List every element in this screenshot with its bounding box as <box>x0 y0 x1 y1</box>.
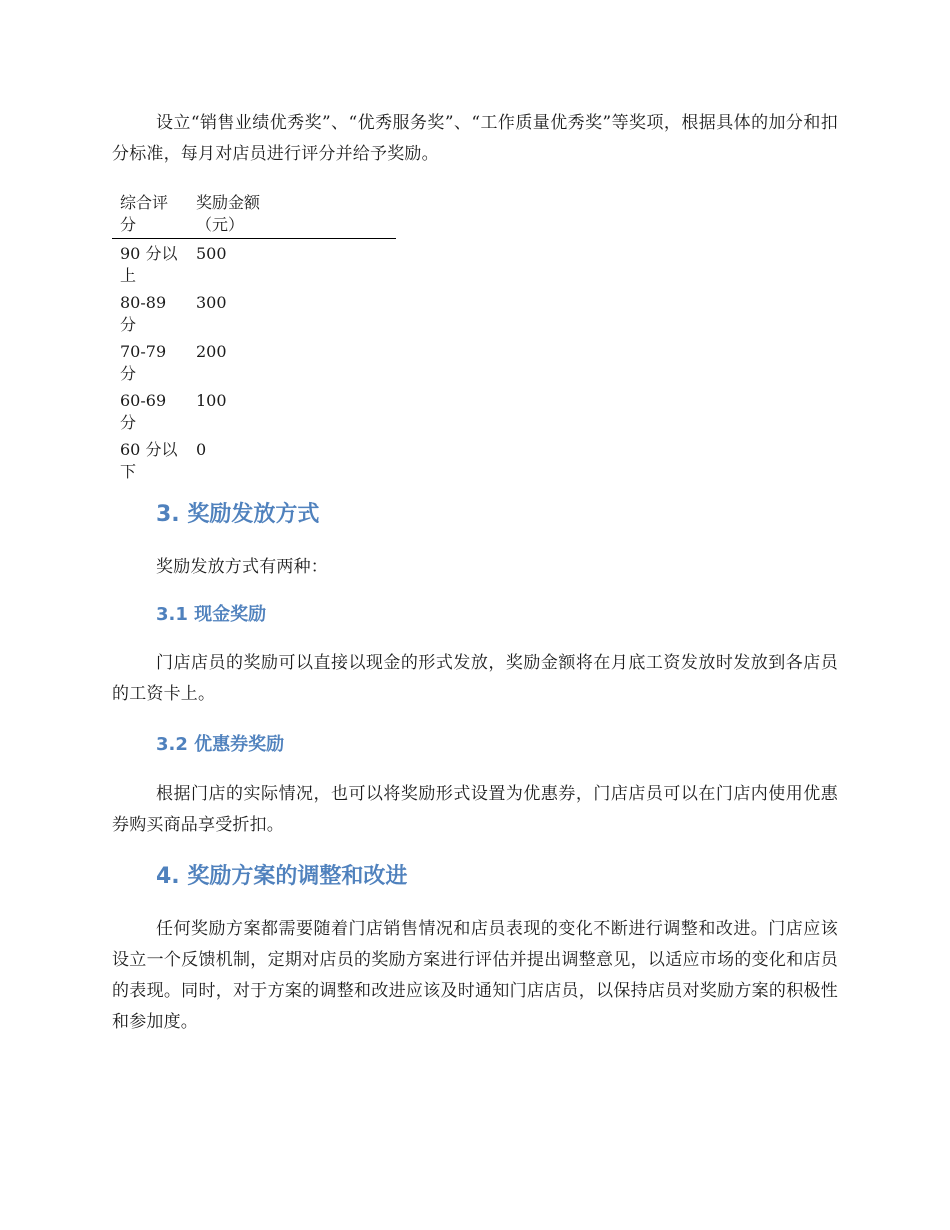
section3-2-text: 根据门店的实际情况，也可以将奖励形式设置为优惠券，门店店员可以在门店内使用优惠券购买商品享受折扣。 <box>112 784 838 835</box>
cell-score: 70-79 分 <box>120 342 167 383</box>
cell-score: 60 分以下 <box>120 440 178 481</box>
table-row <box>112 239 396 289</box>
table-row <box>112 435 396 484</box>
section3-1-heading: 3.1 现金奖励 <box>156 604 267 625</box>
section4-heading: 4. 奖励方案的调整和改进 <box>156 864 408 889</box>
table-header-row <box>112 192 396 239</box>
cell-amount: 100 <box>196 391 227 410</box>
reward-table <box>112 192 396 484</box>
header-amount-line2: （元） <box>196 215 245 234</box>
cell-amount: 200 <box>196 342 227 361</box>
header-score: 综合评分 <box>112 192 188 239</box>
table-row <box>112 337 396 386</box>
cell-score: 80-89 分 <box>120 293 167 334</box>
cell-amount: 300 <box>196 293 227 312</box>
header-amount <box>188 192 298 239</box>
section4-text: 任何奖励方案都需要随着门店销售情况和店员表现的变化不断进行调整和改进。门店应该设立一个反馈机制，定期对店员的奖励方案进行评估并提出调整意见，以适应市场的变化和店员的表现。同时，对于方案的调整和改进应该及时通知门店店员，以保持店员对奖励方案的积极性和参加度。 <box>112 919 838 1032</box>
table-row <box>112 386 396 435</box>
cell-amount: 500 <box>196 244 227 263</box>
intro-paragraph: 设立“销售业绩优秀奖”、“优秀服务奖”、“工作质量优秀奖”等奖项，根据具体的加分和扣分标准，每月对店员进行评分并给予奖励。 <box>112 113 838 164</box>
cell-score: 60-69 分 <box>120 391 167 432</box>
section3-heading: 3. 奖励发放方式 <box>156 502 320 527</box>
section3-intro: 奖励发放方式有两种： <box>156 557 328 577</box>
cell-amount: 0 <box>196 440 207 459</box>
table-row <box>112 288 396 337</box>
header-spacer <box>298 192 396 239</box>
section3-1-text: 门店店员的奖励可以直接以现金的形式发放，奖励金额将在月底工资发放时发放到各店员的工资卡上。 <box>112 653 838 704</box>
section3-2-heading: 3.2 优惠券奖励 <box>156 734 285 755</box>
cell-score: 90 分以上 <box>120 244 178 285</box>
header-amount-line1: 奖励金额 <box>196 193 261 212</box>
